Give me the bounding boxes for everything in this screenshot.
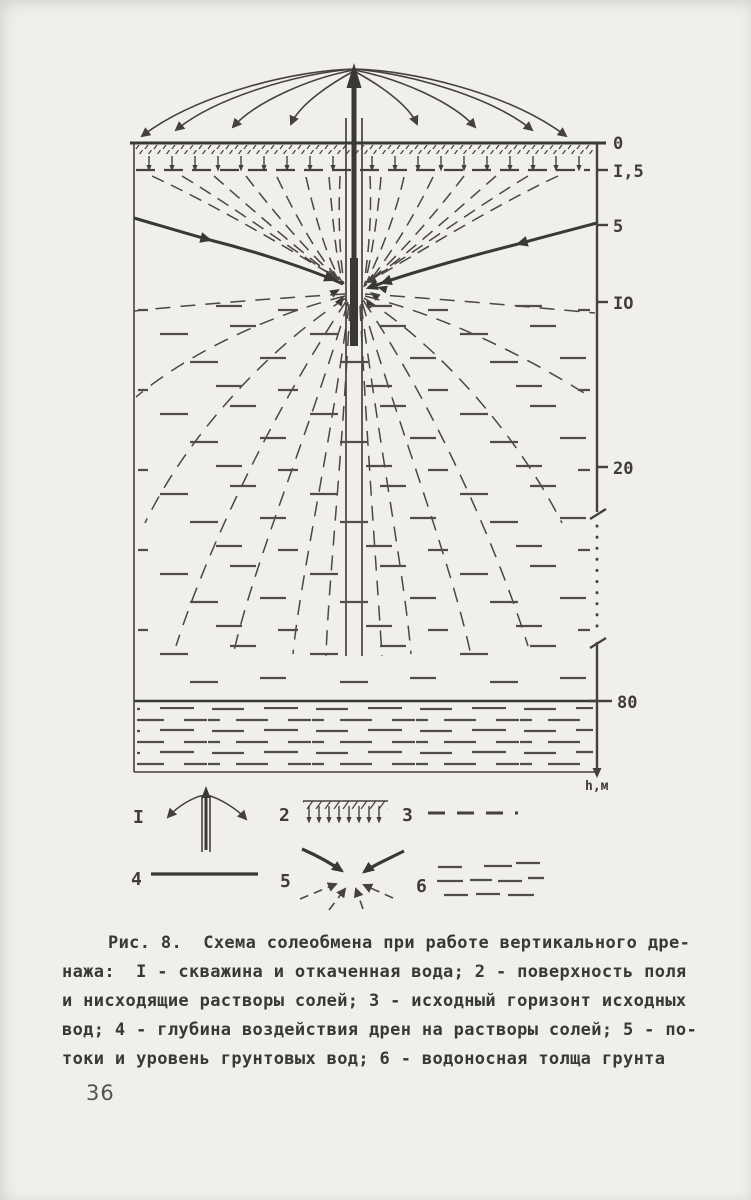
depth-tick-5: 5 <box>613 217 624 237</box>
legend-num-4: 4 <box>131 869 142 890</box>
surface-hatching <box>134 145 594 154</box>
depth-axis-unit-label: h,м <box>585 779 609 794</box>
depth-tick-1-5: I,5 <box>613 162 644 182</box>
depth-tick-0: 0 <box>613 134 624 154</box>
legend-field-surface-infiltration-icon <box>303 801 388 824</box>
legend-num-2: 2 <box>279 805 290 826</box>
legend-num-6: 6 <box>416 876 427 897</box>
groundwater-dashes <box>138 303 590 693</box>
legend-aquifer-dashes-icon <box>437 863 544 895</box>
depth-tick-20: 20 <box>613 459 634 479</box>
page-number: 36 <box>86 1081 115 1105</box>
caption-line-3: и нисходящие растворы солей; 3 - исходный горизонт исходных <box>62 991 687 1011</box>
legend-num-3: 3 <box>402 805 413 826</box>
groundwater-flow-arrows <box>134 218 597 288</box>
legend-well-fountain-icon <box>168 786 246 852</box>
caption-line-2: нажа: I - скважина и откаченная вода; 2 - поверхность поля <box>62 962 687 982</box>
legend-num-1: I <box>133 807 144 828</box>
caption-line-5: токи и уровень грунтовых вод; 6 - водоносная толща грунта <box>62 1049 666 1069</box>
depth-tick-10: IO <box>613 294 634 314</box>
figure-caption <box>62 929 704 1074</box>
legend-num-5: 5 <box>280 871 291 892</box>
ground-surface-line <box>130 143 606 154</box>
depth-tick-80: 80 <box>617 693 638 713</box>
figure-legend <box>131 786 544 910</box>
depth-scale <box>585 134 644 794</box>
caption-line-4: вод; 4 - глубина воздействия дрен на растворы солей; 5 - по- <box>62 1020 698 1040</box>
legend-converging-flows-icon <box>300 849 404 910</box>
scale-end-arrow-icon <box>593 768 602 778</box>
caption-line-1: Рис. 8. Схема солеобмена при работе вертикального дре- <box>108 933 691 953</box>
aquifer-band <box>137 707 593 769</box>
